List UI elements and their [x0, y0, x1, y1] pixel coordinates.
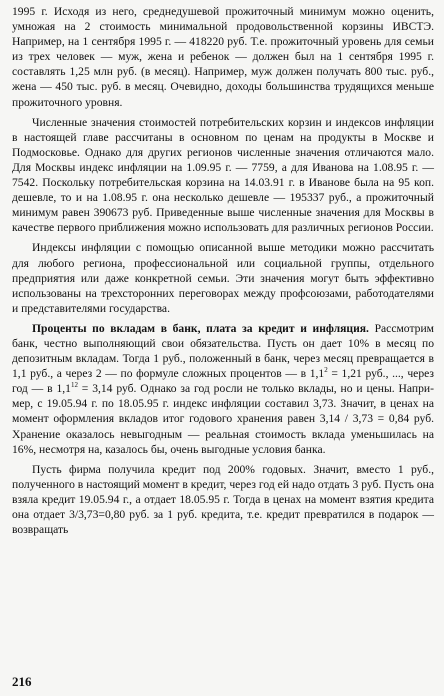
paragraph-subsistence-minimum: 1995 г. Исходя из него, среднедушевой прожиточный минимум можно оценить, умножая на 2 стоимость минимальной продовольственной корзины ИВСТЭ. Например, на 1 сентября 1995 г. — 418220 руб. Т.е. прожиточный уровень для семьи из трех человек — муж, жена и ребенок — должен был на 1 сентября 1995 г. составлять 1,25 млн руб. (в месяц). Например, муж должен получать 800 тыс. руб., жена — 450 тыс. руб. в месяц. Очевидно, доходы большинства трудящихся меньше прожиточного уровня. [12, 5, 434, 109]
page-number: 216 [12, 674, 32, 689]
paragraph-credit: Пусть фирма получила кредит под 200% годовых. Значит, вместо 1 руб., полученного в настоящий момент в кредит, через год ей надо отдать 3 руб. Пусть она взяла кредит 19.05.94 г., а отдает 18.05.95 г. Тогда в ценах на момент взятия кредита она отдает 3/3,73=0,80 руб. за 1 руб. кредита, т.е. кредит превратился в подарок — возвращать [12, 462, 434, 537]
paragraph-text-part-1: Рассмотрим банк, честно выполняющий свои обязательства. Пусть он дает 10% в месяц по депозитным вкладам. Тогда 1 руб., положенный в банк, через месяц превращается в 1,1 руб., а через 2 — по формуле сложных процентов — в 1,1 [12, 321, 434, 381]
exponent-2: 2 [324, 366, 328, 375]
paragraph-bank-interest [12, 321, 434, 457]
paragraph-text-part-3: = 3,14 руб. Однако за год росли не только вклады, но и цены. Например, с 19.05.94 г. по 18.05.95 г. индекс инфляции составил 3,73. Значит, в ценах на момент оформления вкладов итог годового хранения равен 3,14 / 3,73 = 0,84 руб. Хранение оказалось невыгодным — реальная стоимость вклада уменьшилась на 16%, несмотря на, казалось бы, очень выгодные условия банка. [12, 382, 434, 456]
paragraph-regional-prices: Численные значения стоимостей потребительских корзин и индексов инфляции в настоящей главе рассчитаны в основном по ценам на продукты в Москве и Подмосковье. Однако для других регионов численные значения отличаются мало. Для Москвы индекс инфляции на 1.09.95 г. — 7759, а для Иванова на 1.08.95 г. — 7542. Поскольку потребительская корзина на 14.03.91 г. в Иванове была на 95 коп. дешевле, то и на 1.08.95 г. она несколько дешевле — 195337 руб., а прожиточный минимум равен 390673 руб. Приведенные выше численные значения для Москвы в качестве первого приближения можно использовать для различных регионов России. [12, 115, 434, 235]
exponent-12: 12 [70, 381, 78, 390]
paragraph-text-part-2: = 1,21 руб., ..., через год — в 1,1 [12, 367, 434, 396]
paragraph-inflation-indices: Индексы инфляции с помощью описанной выше методики можно рассчитать для любого региона, профессиональной или социальной группы, отдельного предприятия или даже конкретной семьи. Эти значения могут быть эффективно использованы на трехсторонних переговорах между профсоюзами, работодателями и представителями государства. [12, 241, 434, 315]
text-column [12, 4, 434, 537]
section-heading: Проценты по вкладам в банк, плата за кредит и инфляция. [32, 321, 369, 335]
